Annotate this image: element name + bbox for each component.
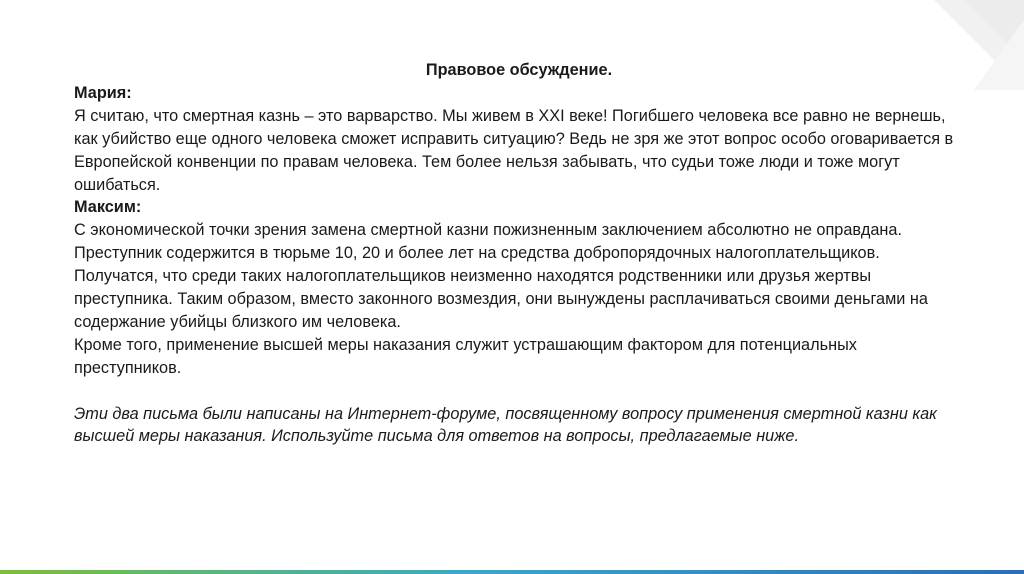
speaker-maxim-text-1: С экономической точки зрения замена смертной казни пожизненным заключением абсолютно не оправдана. Преступник содержится в тюрьме 10, 20 и более лет на средства добропорядочных налогоплательщиков. Получатся, что среди таких налогоплательщиков неизменно находятся родственники или друзья жертвы преступника. Таким образом, вместо законного возмездия, они вынуждены расплачиваться своими деньгами на содержание убийцы близкого им человека. [74, 221, 928, 331]
content [74, 59, 964, 448]
speaker-maxim-name: Максим: [74, 198, 142, 217]
page-title: Правовое обсуждение. [425, 61, 613, 79]
speaker-maria-name: Мария: [74, 83, 132, 102]
spacer [74, 380, 964, 403]
instruction-note: Эти два письма были написаны на Интернет-форуме, посвященному вопросу применения смертной казни как высшей меры наказания. Используйте письма для ответов на вопросы, предлагаемые ниже. [74, 404, 937, 446]
footer-gradient-bar [0, 570, 1024, 574]
speaker-maxim-text-2: Кроме того, применение высшей меры наказания служит устрашающим фактором для потенциальных преступников. [74, 335, 857, 377]
speaker-maria-text: Я считаю, что смертная казнь – это варварство. Мы живем в XXI веке! Погибшего человека все равно не вернешь, как убийство еще одного человека сможет исправить ситуацию? Ведь не зря же этот вопрос особо оговаривается в Европейской конвенции по правам человека. Тем более нельзя забывать, что судьи тоже люди и тоже могут ошибаться. [74, 106, 954, 194]
